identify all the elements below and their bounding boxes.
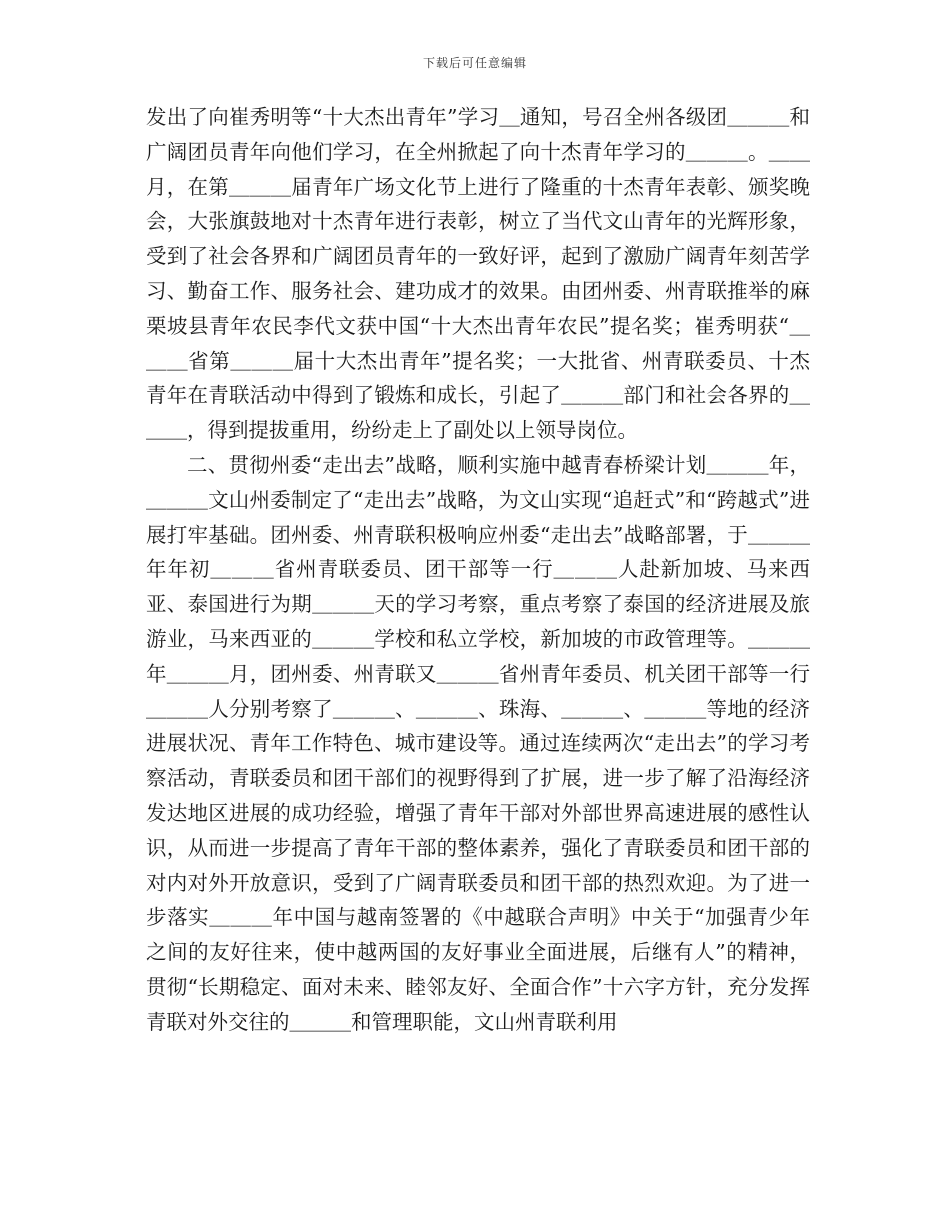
paragraph-1: 发出了向崔秀明等“十大杰出青年”学习＿通知，号召全州各级团＿＿＿和广阔团员青年向他们学习，在全州掀起了向十杰青年学习的＿＿＿。＿＿月，在第＿＿＿届青年广场文化节上进行了隆重的十杰青年表彰、颁奖晚会，大张旗鼓地对十杰青年进行表彰，树立了当代文山青年的光辉形象，受到了社会各界和广阔团员青年的一致好评，起到了激励广阔青年刻苦学习、勤奋工作、服务社会、建功成才的效果。由团州委、州青联推举的麻栗坡县青年农民李代文获中国“十大杰出青年农民”提名奖；崔秀明获“＿＿＿省第＿＿＿届十大杰出青年”提名奖；一大批省、州青联委员、十杰青年在青联活动中得到了锻炼和成长，引起了＿＿＿部门和社会各界的＿＿＿，得到提拔重用，纷纷走上了副处以上领导岗位。 <box>146 105 810 443</box>
paragraph-2: 二、贯彻州委“走出去”战略，顺利实施中越青春桥梁计划＿＿＿年，＿＿＿文山州委制定了“走出去”战略，为文山实现“追赶式”和“跨越式”进展打牢基础。团州委、州青联积极响应州委“走出去”战略部署，于＿＿＿年年初＿＿＿省州青联委员、团干部等一行＿＿＿人赴新加坡、马来西亚、泰国进行为期＿＿＿天的学习考察，重点考察了泰国的经济进展及旅游业，马来西亚的＿＿＿学校和私立学校，新加坡的市政管理等。＿＿＿年＿＿＿月，团州委、州青联又＿＿＿省州青年委员、机关团干部等一行＿＿＿人分别考察了＿＿＿、＿＿＿、珠海、＿＿＿、＿＿＿等地的经济进展状况、青年工作特色、城市建设等。通过连续两次“走出去”的学习考察活动，青联委员和团干部们的视野得到了扩展，进一步了解了沿海经济发达地区进展的成功经验，增强了青年干部对外部世界高速进展的感性认识，从而进一步提高了青年干部的整体素养，强化了青联委员和团干部的对内对外开放意识，受到了广阔青联委员和团干部的热烈欢迎。为了进一步落实＿＿＿年中国与越南签署的《中越联合声明》中关于“加强青少年之间的友好往来，使中越两国的友好事业全面进展，后继有人”的精神，贯彻“长期稳定、面对未来、睦邻友好、全面合作”十六字方针，充分发挥青联对外交往的＿＿＿和管理职能，文山州青联利用 <box>146 452 810 1034</box>
document-body <box>146 100 810 1040</box>
page-header: 下载后可任意编辑 <box>422 56 527 70</box>
